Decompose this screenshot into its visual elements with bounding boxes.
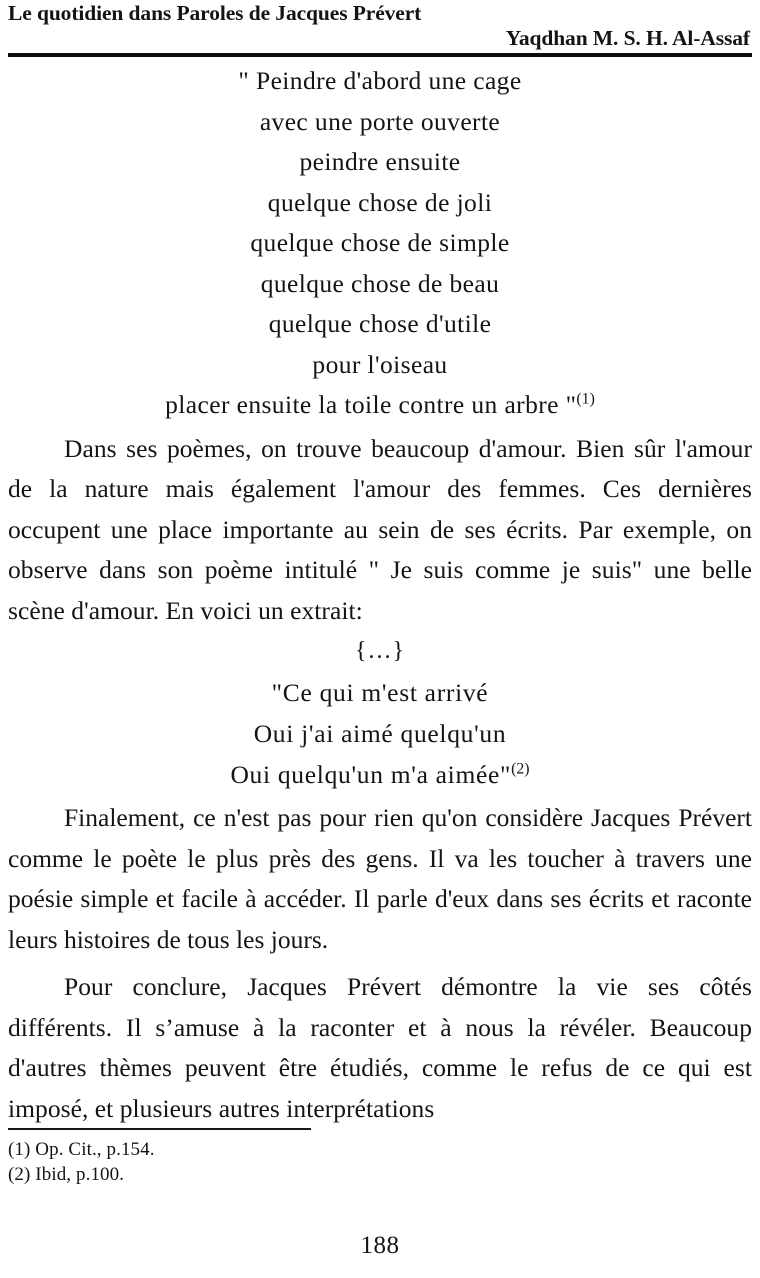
footnote-marker-2: (2) (511, 760, 530, 778)
footnote-area (8, 1128, 752, 1187)
poem-line: quelque chose de beau (260, 268, 500, 298)
footnote-entry: (1) Op. Cit., p.154. (8, 1139, 155, 1160)
page-number: 188 (360, 1232, 400, 1259)
footnote-entry: (2) Ibid, p.100. (8, 1164, 125, 1185)
poem-line: Oui j'ai aimé quelqu'un (253, 719, 507, 748)
poem-line-text: Oui quelqu'un m'a aimée" (230, 760, 512, 789)
poem-ellipsis: {…} (354, 638, 406, 664)
poem-line: pour l'oiseau (312, 349, 448, 379)
poem-excerpt-first (8, 61, 752, 426)
header-author: Yaqdhan M. S. H. Al-Assaf (505, 26, 750, 50)
poem-line: quelque chose de simple (250, 228, 510, 257)
poem-line: quelque chose de joli (267, 187, 493, 217)
poem-line: peindre ensuite (299, 147, 461, 176)
poem-excerpt-second (8, 631, 752, 795)
paragraph-pour-conclure: Pour conclure, Jacques Prévert démontre la vie ses côtés différents. Il s’amuse à la raconter et à nous la révéler. Beaucoup d'autres thèmes peuvent être étudiés, comme le refus de ce qui est imposé, et plusieurs autres interprétations (8, 972, 752, 1123)
poem-line: avec une porte ouverte (259, 106, 501, 136)
header-divider (8, 53, 752, 57)
paragraph-finalement: Finalement, ce n'est pas pour rien qu'on considère Jacques Prévert comme le poète le plus près des gens. Il va les toucher à travers une poésie simple et facile à accéder. Il parle d'eux dans ses écrits et raconte leurs histoires de tous les jours. (8, 803, 752, 954)
poem-line: quelque chose d'utile (268, 309, 492, 338)
footnote-separator (8, 1128, 311, 1130)
spacer (8, 960, 752, 967)
poem-line: "Ce qui m'est arrivé (271, 678, 489, 707)
poem-line-with-footnote (8, 754, 752, 795)
header-title: Le quotidien dans Paroles de Jacques Prévert (8, 1, 422, 25)
running-header (8, 0, 752, 57)
poem-line-text: placer ensuite la toile contre un arbre " (165, 390, 577, 419)
poem-line: " Peindre d'abord une cage (238, 66, 522, 95)
poem-line-with-footnote (8, 385, 752, 426)
paragraph-dans-ses-poemes: Dans ses poèmes, on trouve beaucoup d'amour. Bien sûr l'amour de la nature mais également l'amour des femmes. Ces dernières occupent une place importante au sein de ses écrits. Par exemple, on observe dans son poème intitulé " Je suis comme je suis" une belle scène d'amour. En voici un extrait: (8, 433, 752, 625)
footnote-marker-1: (1) (576, 390, 595, 408)
